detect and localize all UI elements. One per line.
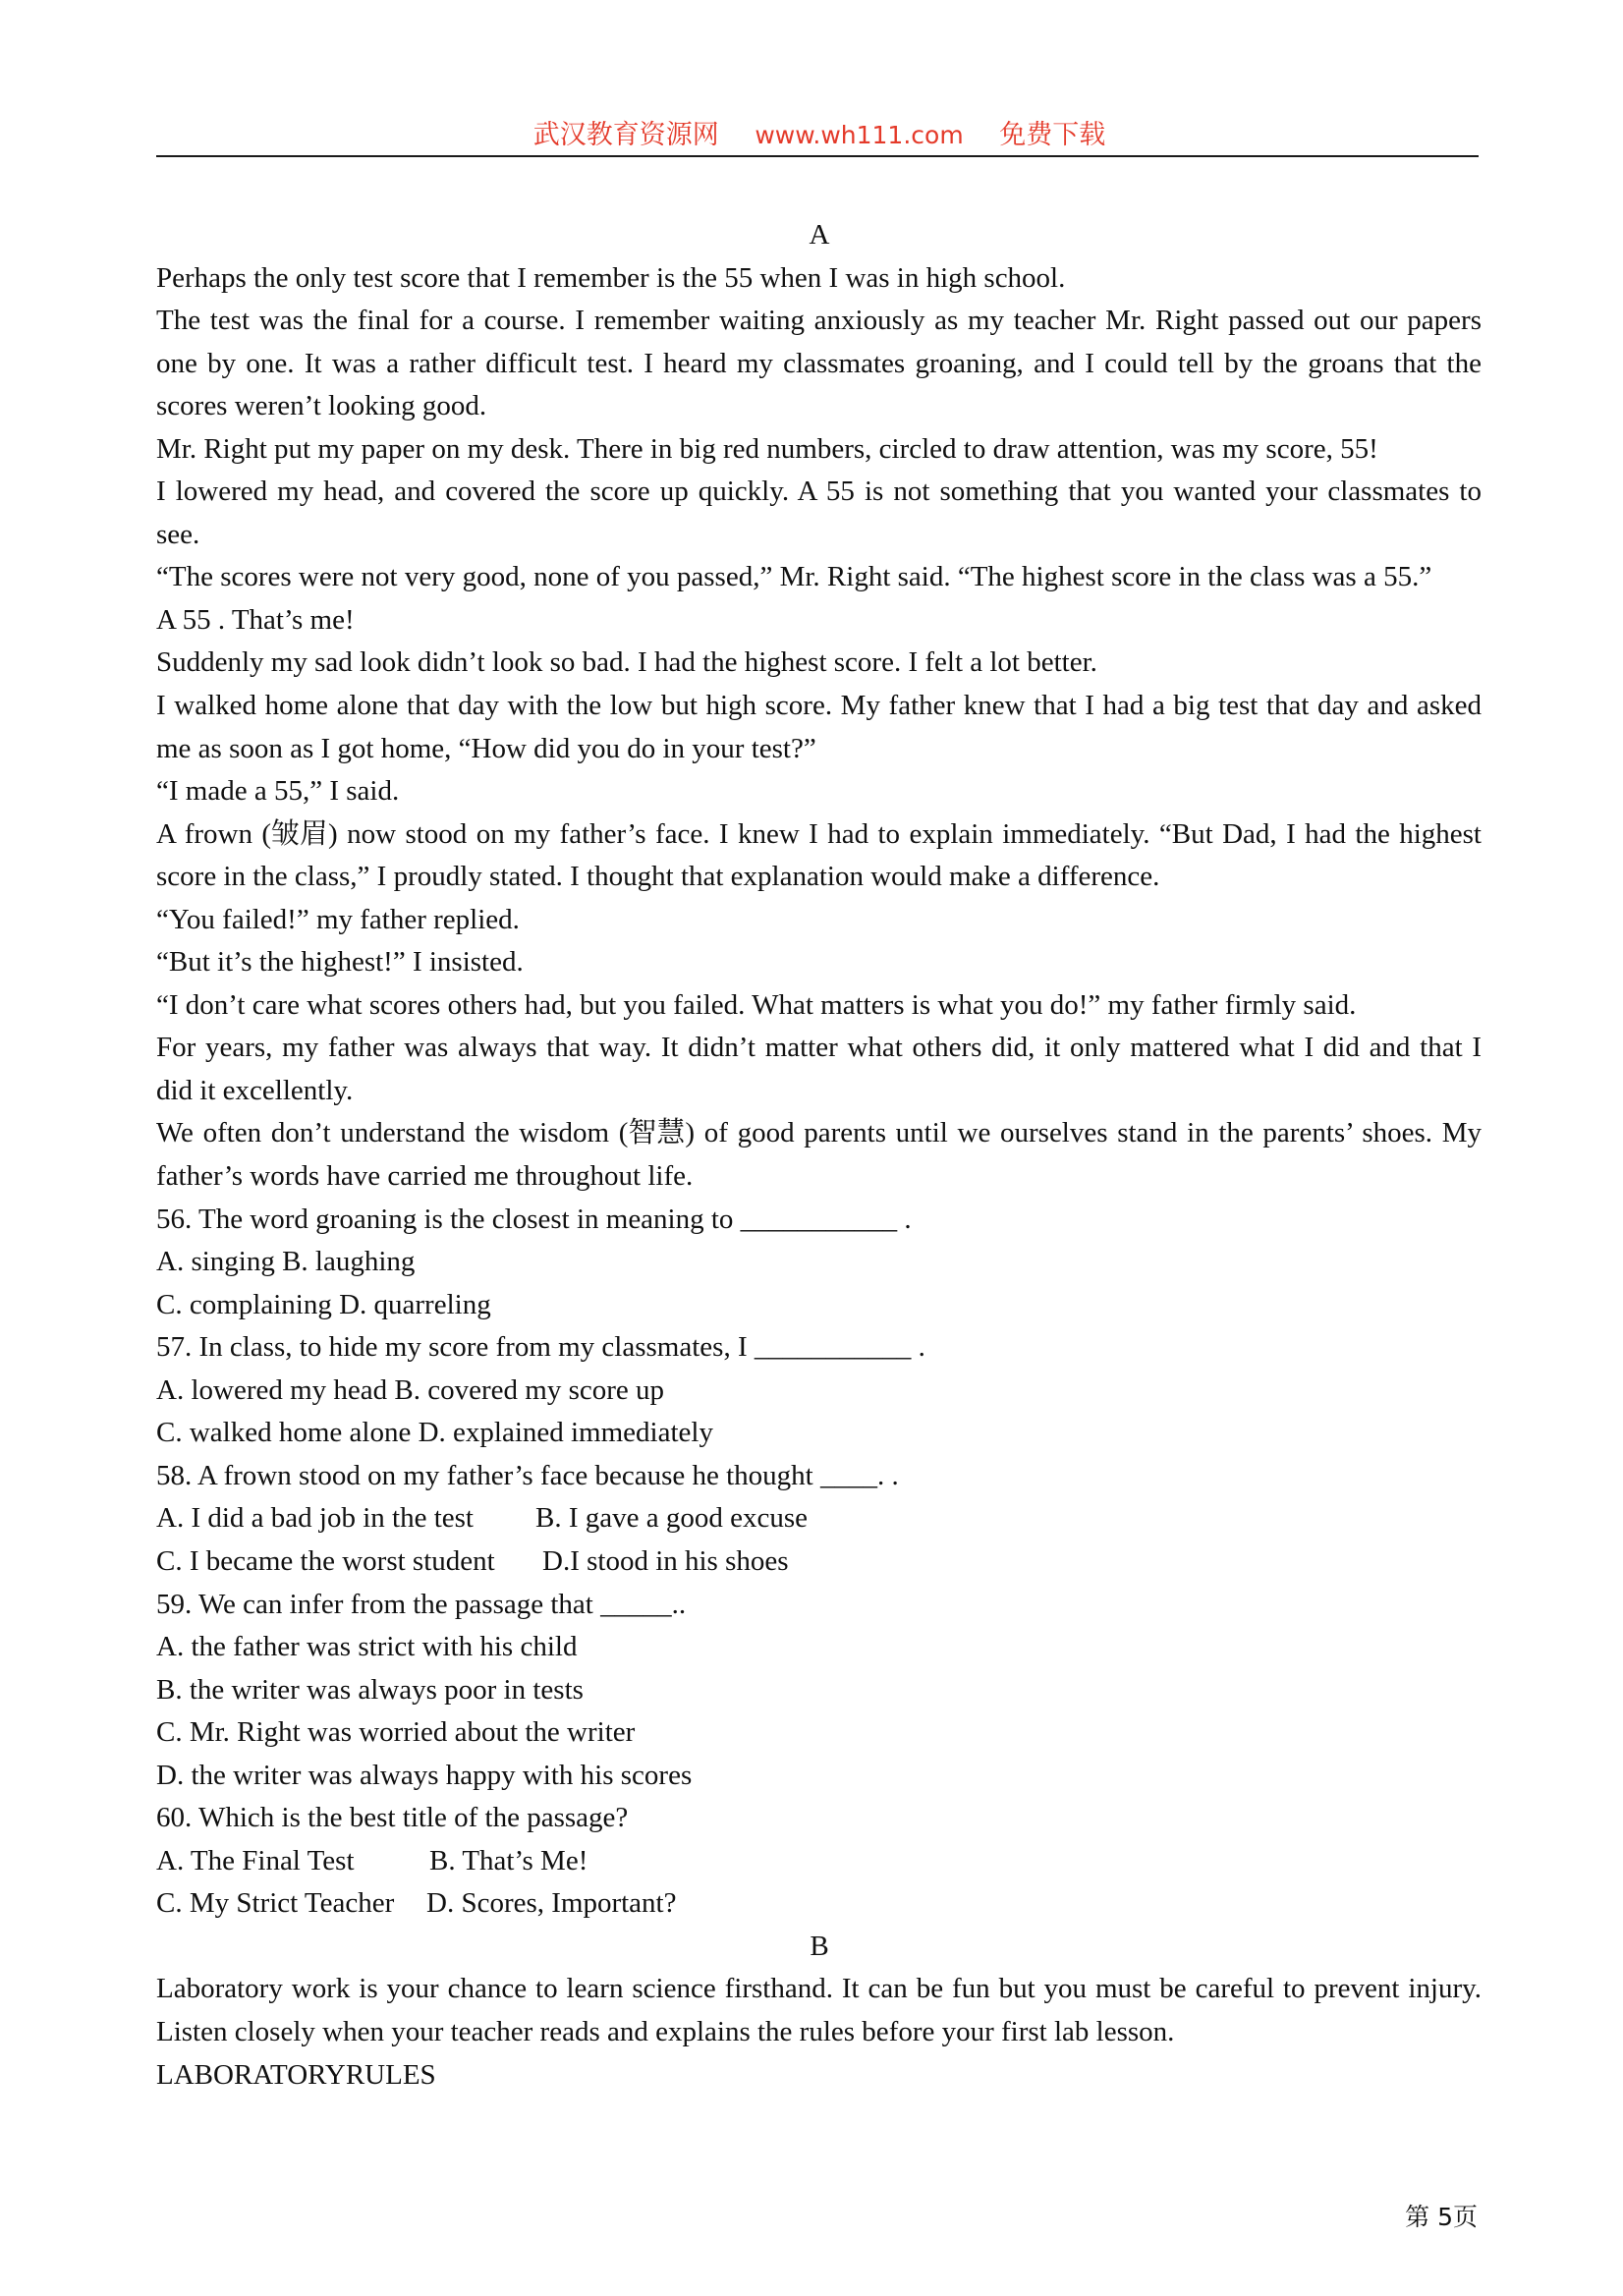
passage-line: “You failed!” my father replied. xyxy=(156,903,520,935)
site-url: www.wh111.com xyxy=(755,121,964,149)
exam-body xyxy=(156,214,1483,2097)
option-c: C. Mr. Right was worried about the writer xyxy=(156,1716,636,1749)
paragraph xyxy=(156,599,1483,643)
passage-line: Mr. Right put my paper on my desk. There in big red numbers, circled to draw attention, was my score, 55! xyxy=(156,432,1378,465)
paragraph xyxy=(156,984,1483,1028)
passage-line: “But it’s the highest!” I insisted. xyxy=(156,946,524,979)
paragraph xyxy=(156,471,1483,556)
option-d: D.I stood in his shoes xyxy=(542,1544,789,1577)
passage-line: A 55 . That’s me! xyxy=(156,603,355,636)
paragraph xyxy=(156,428,1483,472)
option-c: C. complaining xyxy=(156,1288,332,1320)
page-number: 第 5页 xyxy=(1405,2203,1478,2231)
passage-line: Perhaps the only test score that I remember is the 55 when I was in high school. xyxy=(156,261,1066,294)
paragraph xyxy=(156,300,1483,428)
paragraph xyxy=(156,813,1483,899)
option-a: A. lowered my head xyxy=(156,1373,388,1406)
option-row xyxy=(156,1284,1483,1327)
passage-line: Laboratory work is your chance to learn science firsthand. It can be fun but you must be careful to prevent injury. xyxy=(156,1973,1482,2005)
passage-line: “The scores were not very good, none of you passed,” Mr. Right said. “The highest score in the class was a 55.” xyxy=(156,561,1432,593)
paragraph xyxy=(156,899,1483,942)
option-b: B. laughing xyxy=(282,1246,416,1278)
passage-line: A frown (皱眉) now stood on my father’s face. I knew I had to explain immediately. “But Dad, I had the highest xyxy=(156,817,1482,850)
passage-line: We often don’t understand the wisdom (智慧) of good parents until we ourselves stand in the parents’ shoes. My xyxy=(156,1117,1482,1149)
question-stem: 58. A frown stood on my father’s face because he thought ____. . xyxy=(156,1459,899,1491)
passage-line: see. xyxy=(156,518,200,550)
questions-a xyxy=(156,1199,1483,1926)
passage-a xyxy=(156,257,1483,1199)
passage-line: one by one. It was a rather difficult test. I heard my classmates groaning, and I could tell by the groans that the xyxy=(156,347,1482,379)
section-a-label: A xyxy=(809,219,830,251)
option-d: D. quarreling xyxy=(339,1288,491,1320)
question-58 xyxy=(156,1455,1483,1584)
option-b: B. That’s Me! xyxy=(429,1844,588,1876)
option-row xyxy=(156,1497,1483,1540)
paragraph xyxy=(156,1968,1483,2053)
passage-line: Listen closely when your teacher reads and explains the rules before your first lab lesson. xyxy=(156,2015,1175,2047)
paragraph xyxy=(156,685,1483,770)
passage-line: I walked home alone that day with the low but high score. My father knew that I had a big test that day and asked xyxy=(156,690,1482,722)
option-row xyxy=(156,1370,1483,1413)
paragraph xyxy=(156,556,1483,599)
option-row xyxy=(156,1540,1483,1584)
question-56 xyxy=(156,1199,1483,1327)
section-heading: LABORATORYRULES xyxy=(156,2058,436,2091)
option-row xyxy=(156,1241,1483,1284)
option-c: C. walked home alone xyxy=(156,1417,412,1449)
passage-line: did it excellently. xyxy=(156,1074,354,1106)
paragraph xyxy=(156,941,1483,984)
page-header xyxy=(156,116,1483,155)
option-row xyxy=(156,1840,1483,1883)
passage-line: I lowered my head, and covered the score up quickly. A 55 is not something that you wanted your classmates to xyxy=(156,476,1482,508)
option-b: B. I gave a good excuse xyxy=(535,1502,809,1535)
question-stem: 60. Which is the best title of the passage? xyxy=(156,1802,629,1834)
passage-line: score in the class,” I proudly stated. I thought that explanation would make a difference. xyxy=(156,861,1160,893)
option-a: A. the father was strict with his child xyxy=(156,1631,578,1663)
question-59 xyxy=(156,1584,1483,1798)
site-name: 武汉教育资源网 xyxy=(532,120,719,150)
header-tagline: 免费下载 xyxy=(999,120,1106,150)
paragraph xyxy=(156,257,1483,301)
option-c: C. I became the worst student xyxy=(156,1544,495,1577)
option-a: A. singing xyxy=(156,1246,275,1278)
question-stem: 57. In class, to hide my score from my classmates, I ___________ . xyxy=(156,1331,925,1364)
option-d: D. the writer was always happy with his scores xyxy=(156,1759,693,1791)
paragraph xyxy=(156,1112,1483,1198)
question-60 xyxy=(156,1797,1483,1926)
option-d: D. Scores, Important? xyxy=(426,1887,677,1920)
question-stem: 59. We can infer from the passage that _____.. xyxy=(156,1588,687,1620)
option-b: B. the writer was always poor in tests xyxy=(156,1673,584,1706)
passage-line: “I don’t care what scores others had, but you failed. What matters is what you do!” my father firmly said. xyxy=(156,988,1357,1021)
section-b-label: B xyxy=(810,1930,829,1962)
option-b: B. covered my score up xyxy=(394,1373,665,1406)
passage-b xyxy=(156,1968,1483,2097)
passage-line: scores weren’t looking good. xyxy=(156,390,487,422)
option-row xyxy=(156,1882,1483,1926)
passage-line: “I made a 55,” I said. xyxy=(156,775,400,808)
paragraph xyxy=(156,1027,1483,1112)
option-row xyxy=(156,1412,1483,1455)
passage-line: father’s words have carried me throughout life. xyxy=(156,1160,694,1193)
passage-line: me as soon as I got home, “How did you do in your test?” xyxy=(156,732,816,764)
option-c: C. My Strict Teacher xyxy=(156,1887,395,1920)
passage-line: For years, my father was always that way. It didn’t matter what others did, it only mattered what I did and that I xyxy=(156,1032,1482,1064)
paragraph xyxy=(156,770,1483,813)
option-a: A. I did a bad job in the test xyxy=(156,1502,474,1535)
header-rule xyxy=(156,155,1479,157)
question-57 xyxy=(156,1326,1483,1455)
option-a: A. The Final Test xyxy=(156,1844,355,1876)
question-stem: 56. The word groaning is the closest in meaning to ___________ . xyxy=(156,1203,912,1235)
option-d: D. explained immediately xyxy=(418,1417,713,1449)
paragraph xyxy=(156,642,1483,685)
passage-line: The test was the final for a course. I remember waiting anxiously as my teacher Mr. Right passed out our papers xyxy=(156,305,1482,337)
passage-line: Suddenly my sad look didn’t look so bad. I had the highest score. I felt a lot better. xyxy=(156,646,1097,679)
